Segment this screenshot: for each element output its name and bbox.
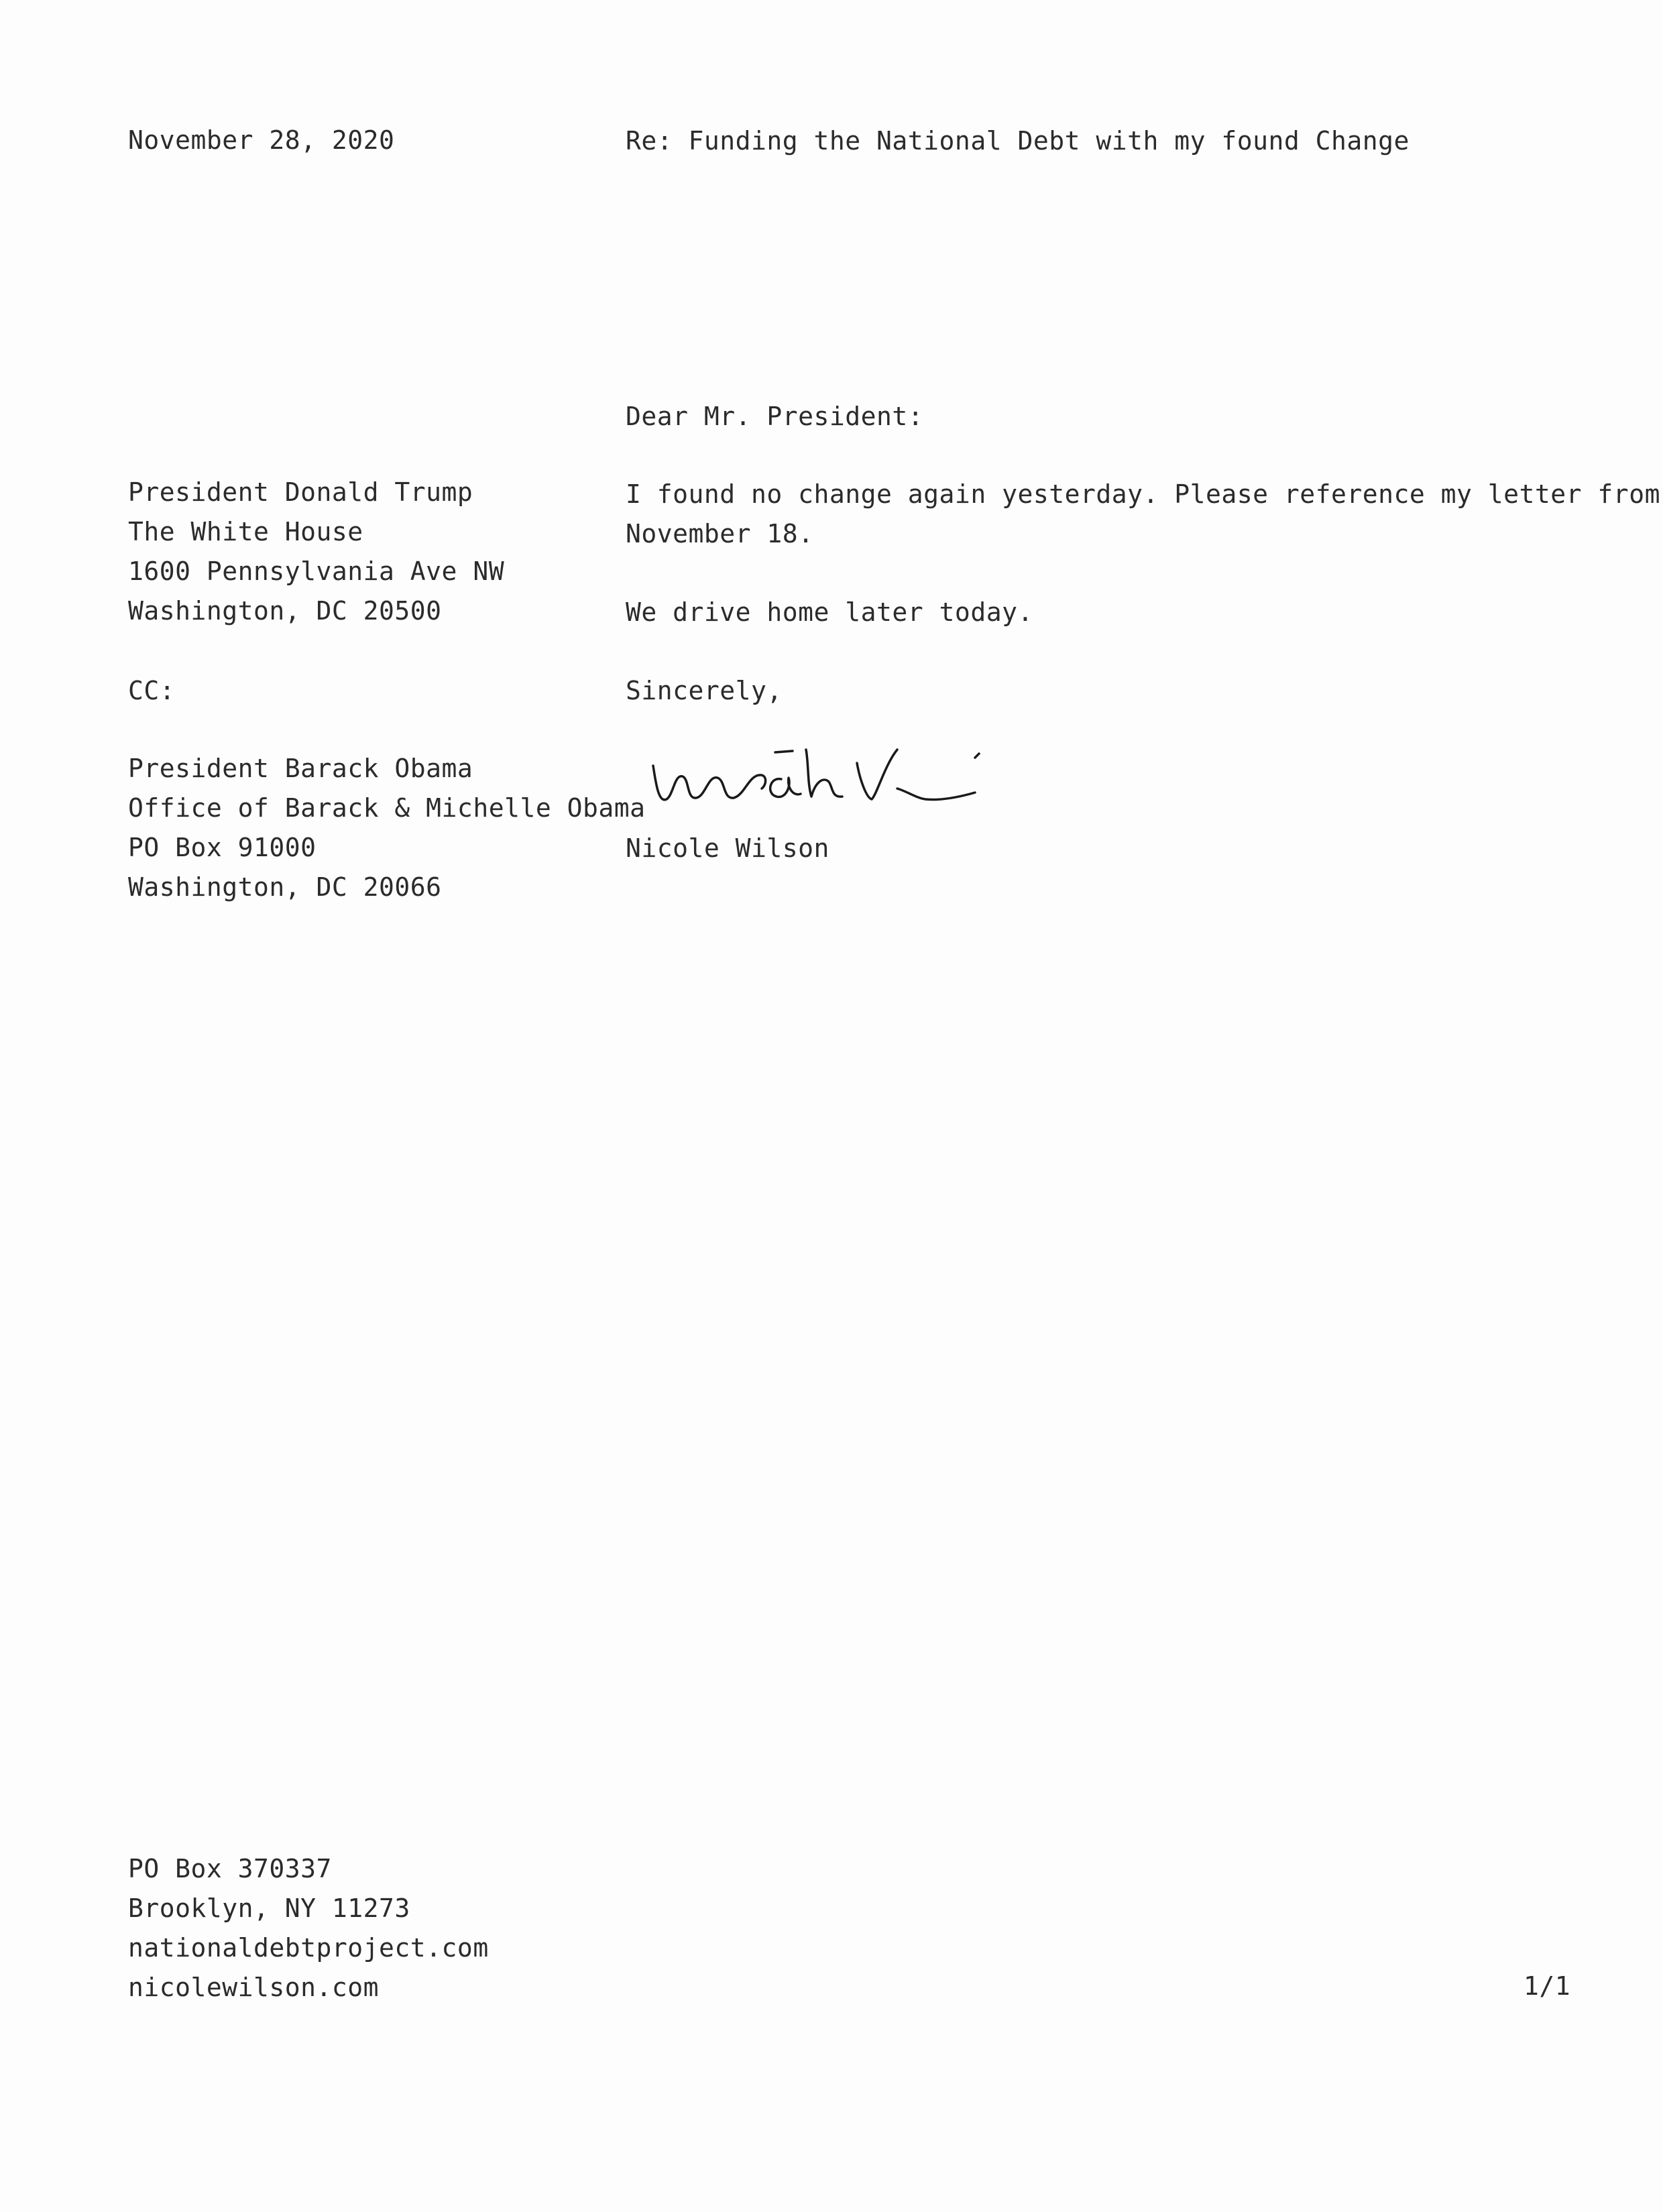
cc-city: Washington, DC 20066	[128, 872, 442, 902]
page-number: 1/1	[1524, 1971, 1571, 2001]
recipient-city: Washington, DC 20500	[128, 596, 442, 626]
closing: Sincerely,	[626, 676, 783, 705]
footer-po-box: PO Box 370337	[128, 1854, 332, 1883]
salutation: Dear Mr. President:	[626, 402, 924, 431]
recipient-street: 1600 Pennsylvania Ave NW	[128, 557, 505, 586]
body-line-1: I found no change again yesterday. Please reference my letter from	[626, 479, 1660, 509]
recipient-address	[128, 473, 504, 631]
recipient-name: President Donald Trump	[128, 477, 473, 507]
cc-name: President Barack Obama	[128, 754, 473, 783]
cc-organization: Office of Barack & Michelle Obama	[128, 793, 646, 823]
footer-website-nicole: nicolewilson.com	[128, 1973, 380, 2002]
signature-name: Nicole Wilson	[626, 833, 829, 863]
cc-label: CC:	[128, 676, 176, 705]
cc-address	[128, 749, 645, 907]
handwritten-signature	[644, 724, 1019, 825]
footer-website-national-debt: nationaldebtproject.com	[128, 1933, 489, 1963]
footer-address	[128, 1849, 489, 2007]
recipient-organization: The White House	[128, 517, 363, 546]
letter-subject: Re: Funding the National Debt with my found Change	[626, 126, 1410, 156]
cc-street: PO Box 91000	[128, 833, 317, 862]
footer-city: Brooklyn, NY 11273	[128, 1894, 410, 1923]
body-line-2: November 18.	[626, 519, 814, 548]
letter-date: November 28, 2020	[128, 125, 395, 155]
body-paragraph-2: We drive home later today.	[626, 597, 1033, 627]
